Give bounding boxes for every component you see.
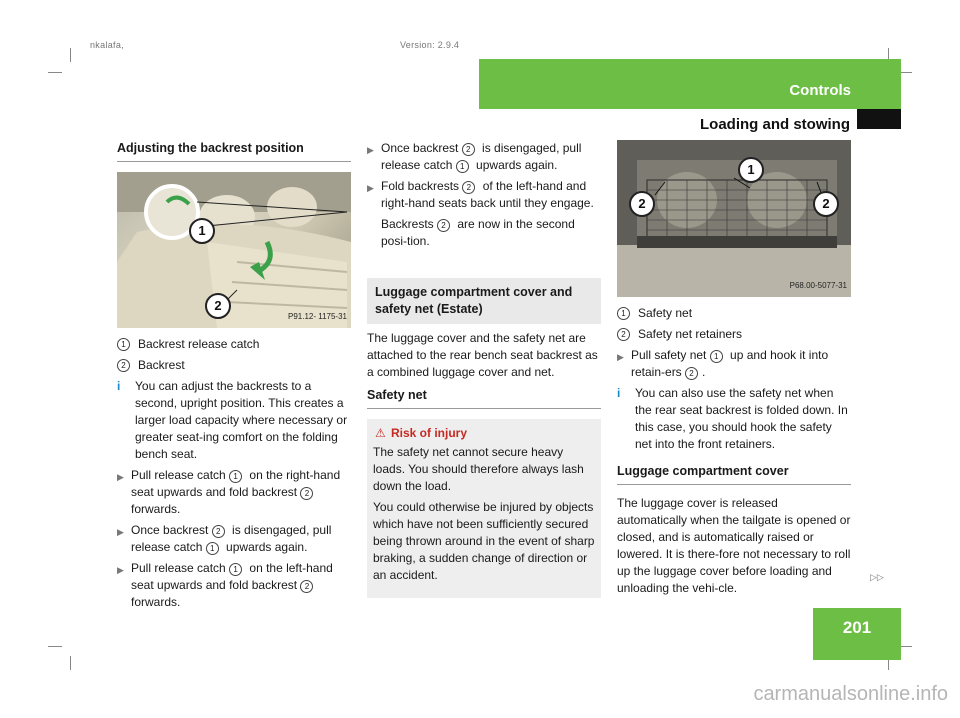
chapter-tab — [479, 59, 901, 109]
watermark: carmanualsonline.info — [753, 683, 948, 705]
crop-mark — [48, 72, 62, 73]
step-item: ▶ Fold backrests 2 of the left-hand and right-hand seats back until they engage. — [367, 179, 594, 210]
heading-luggage-cover: Luggage compartment cover — [617, 463, 851, 485]
info-note: i You can also use the safety net when the rear seat backrest is folded down. In this case, you should hook the safety net into the front retainers. — [617, 386, 848, 451]
warning-box — [367, 419, 601, 598]
warning-text: The safety net cannot secure heavy loads. You should therefore always lash down the load. — [373, 445, 584, 493]
crop-mark — [48, 646, 62, 647]
step-arrow-icon: ▶ — [617, 352, 624, 362]
image-code: P91.12- 1175-31 — [287, 312, 347, 321]
info-icon: i — [617, 386, 621, 400]
legend-item: 1 Safety net — [617, 305, 851, 322]
chapter-tab-label: Controls — [789, 82, 851, 99]
page-number-tab — [813, 608, 901, 660]
callout-2: 2 — [629, 191, 655, 217]
section-box — [367, 278, 601, 324]
image-code: P68.00-5077-31 — [789, 281, 847, 290]
continue-mark: ▷▷ — [870, 572, 884, 582]
section-box-title: Luggage compartment cover and safety net (Estate) — [375, 285, 573, 316]
callout-2: 2 — [813, 191, 839, 217]
column-3 — [617, 140, 851, 601]
legend-item: 2 Backrest — [117, 357, 351, 374]
step-item: ▶ Pull safety net 1 up and hook it into retain-ers 2 . — [617, 348, 829, 379]
step-item: ▶ Once backrest 2 is disengaged, pull release catch 1 upwards again. — [367, 141, 582, 172]
step-arrow-icon: ▶ — [117, 472, 124, 482]
intro-text: The luggage cover and the safety net are attached to the rear bench seat backrest as a combined luggage cover and net. — [367, 331, 598, 379]
step-arrow-icon: ▶ — [367, 145, 374, 155]
step-arrow-icon: ▶ — [367, 183, 374, 193]
legend-item: 2 Safety net retainers — [617, 326, 851, 343]
safety-net-illustration — [617, 140, 851, 297]
body-text: The luggage cover is released automatically when the tailgate is opened or closed, and is automatically raised or lowered. It is there-fore not necessary to roll up the luggage cover before loading and unloading the vehi-cle. — [617, 496, 851, 595]
step-arrow-icon: ▶ — [117, 565, 124, 575]
crop-mark — [70, 656, 71, 670]
section-title: Loading and stowing — [700, 116, 850, 133]
page-number: 201 — [842, 618, 872, 637]
heading-backrest: Adjusting the backrest position — [117, 140, 351, 162]
info-icon: i — [117, 379, 121, 393]
safety-net-photo — [617, 140, 851, 297]
heading-safety-net: Safety net — [367, 387, 601, 409]
warning-text: You could otherwise be injured by objects which have not been sufficiently secured being thrown around in the event of sharp braking, a sudden change of direction or an accident. — [373, 500, 595, 582]
callout-1: 1 — [738, 157, 764, 183]
legend-item: 1 Backrest release catch — [117, 336, 351, 353]
section-marker — [857, 109, 901, 129]
step-item: ▶ Pull release catch 1 on the left-hand seat upwards and fold backrest 2 forwards. — [117, 561, 333, 609]
backrest-photo — [117, 172, 351, 328]
step-item: ▶ Once backrest 2 is disengaged, pull release catch 1 upwards again. — [117, 523, 332, 554]
crop-mark — [70, 48, 71, 62]
info-note: i You can adjust the backrests to a second, upright position. This creates a larger load capacity where necessary or greater seat-ing comfort on the folding bench seat. — [117, 379, 348, 461]
meta-author: nkalafa, — [90, 40, 124, 50]
column-2 — [367, 140, 601, 598]
backrest-illustration — [117, 172, 351, 328]
step-result: Backrests 2 are now in the second posi-tion. — [381, 217, 575, 248]
column-1 — [117, 140, 351, 615]
step-arrow-icon: ▶ — [117, 527, 124, 537]
callout-2: 2 — [205, 293, 231, 319]
warning-title: Risk of injury — [391, 426, 468, 440]
step-item: ▶ Pull release catch 1 on the right-hand seat upwards and fold backrest 2 forwards. — [117, 468, 341, 516]
callout-1: 1 — [189, 218, 215, 244]
meta-version: Version: 2.9.4 — [400, 40, 460, 50]
warning-icon: ⚠ — [375, 426, 386, 440]
